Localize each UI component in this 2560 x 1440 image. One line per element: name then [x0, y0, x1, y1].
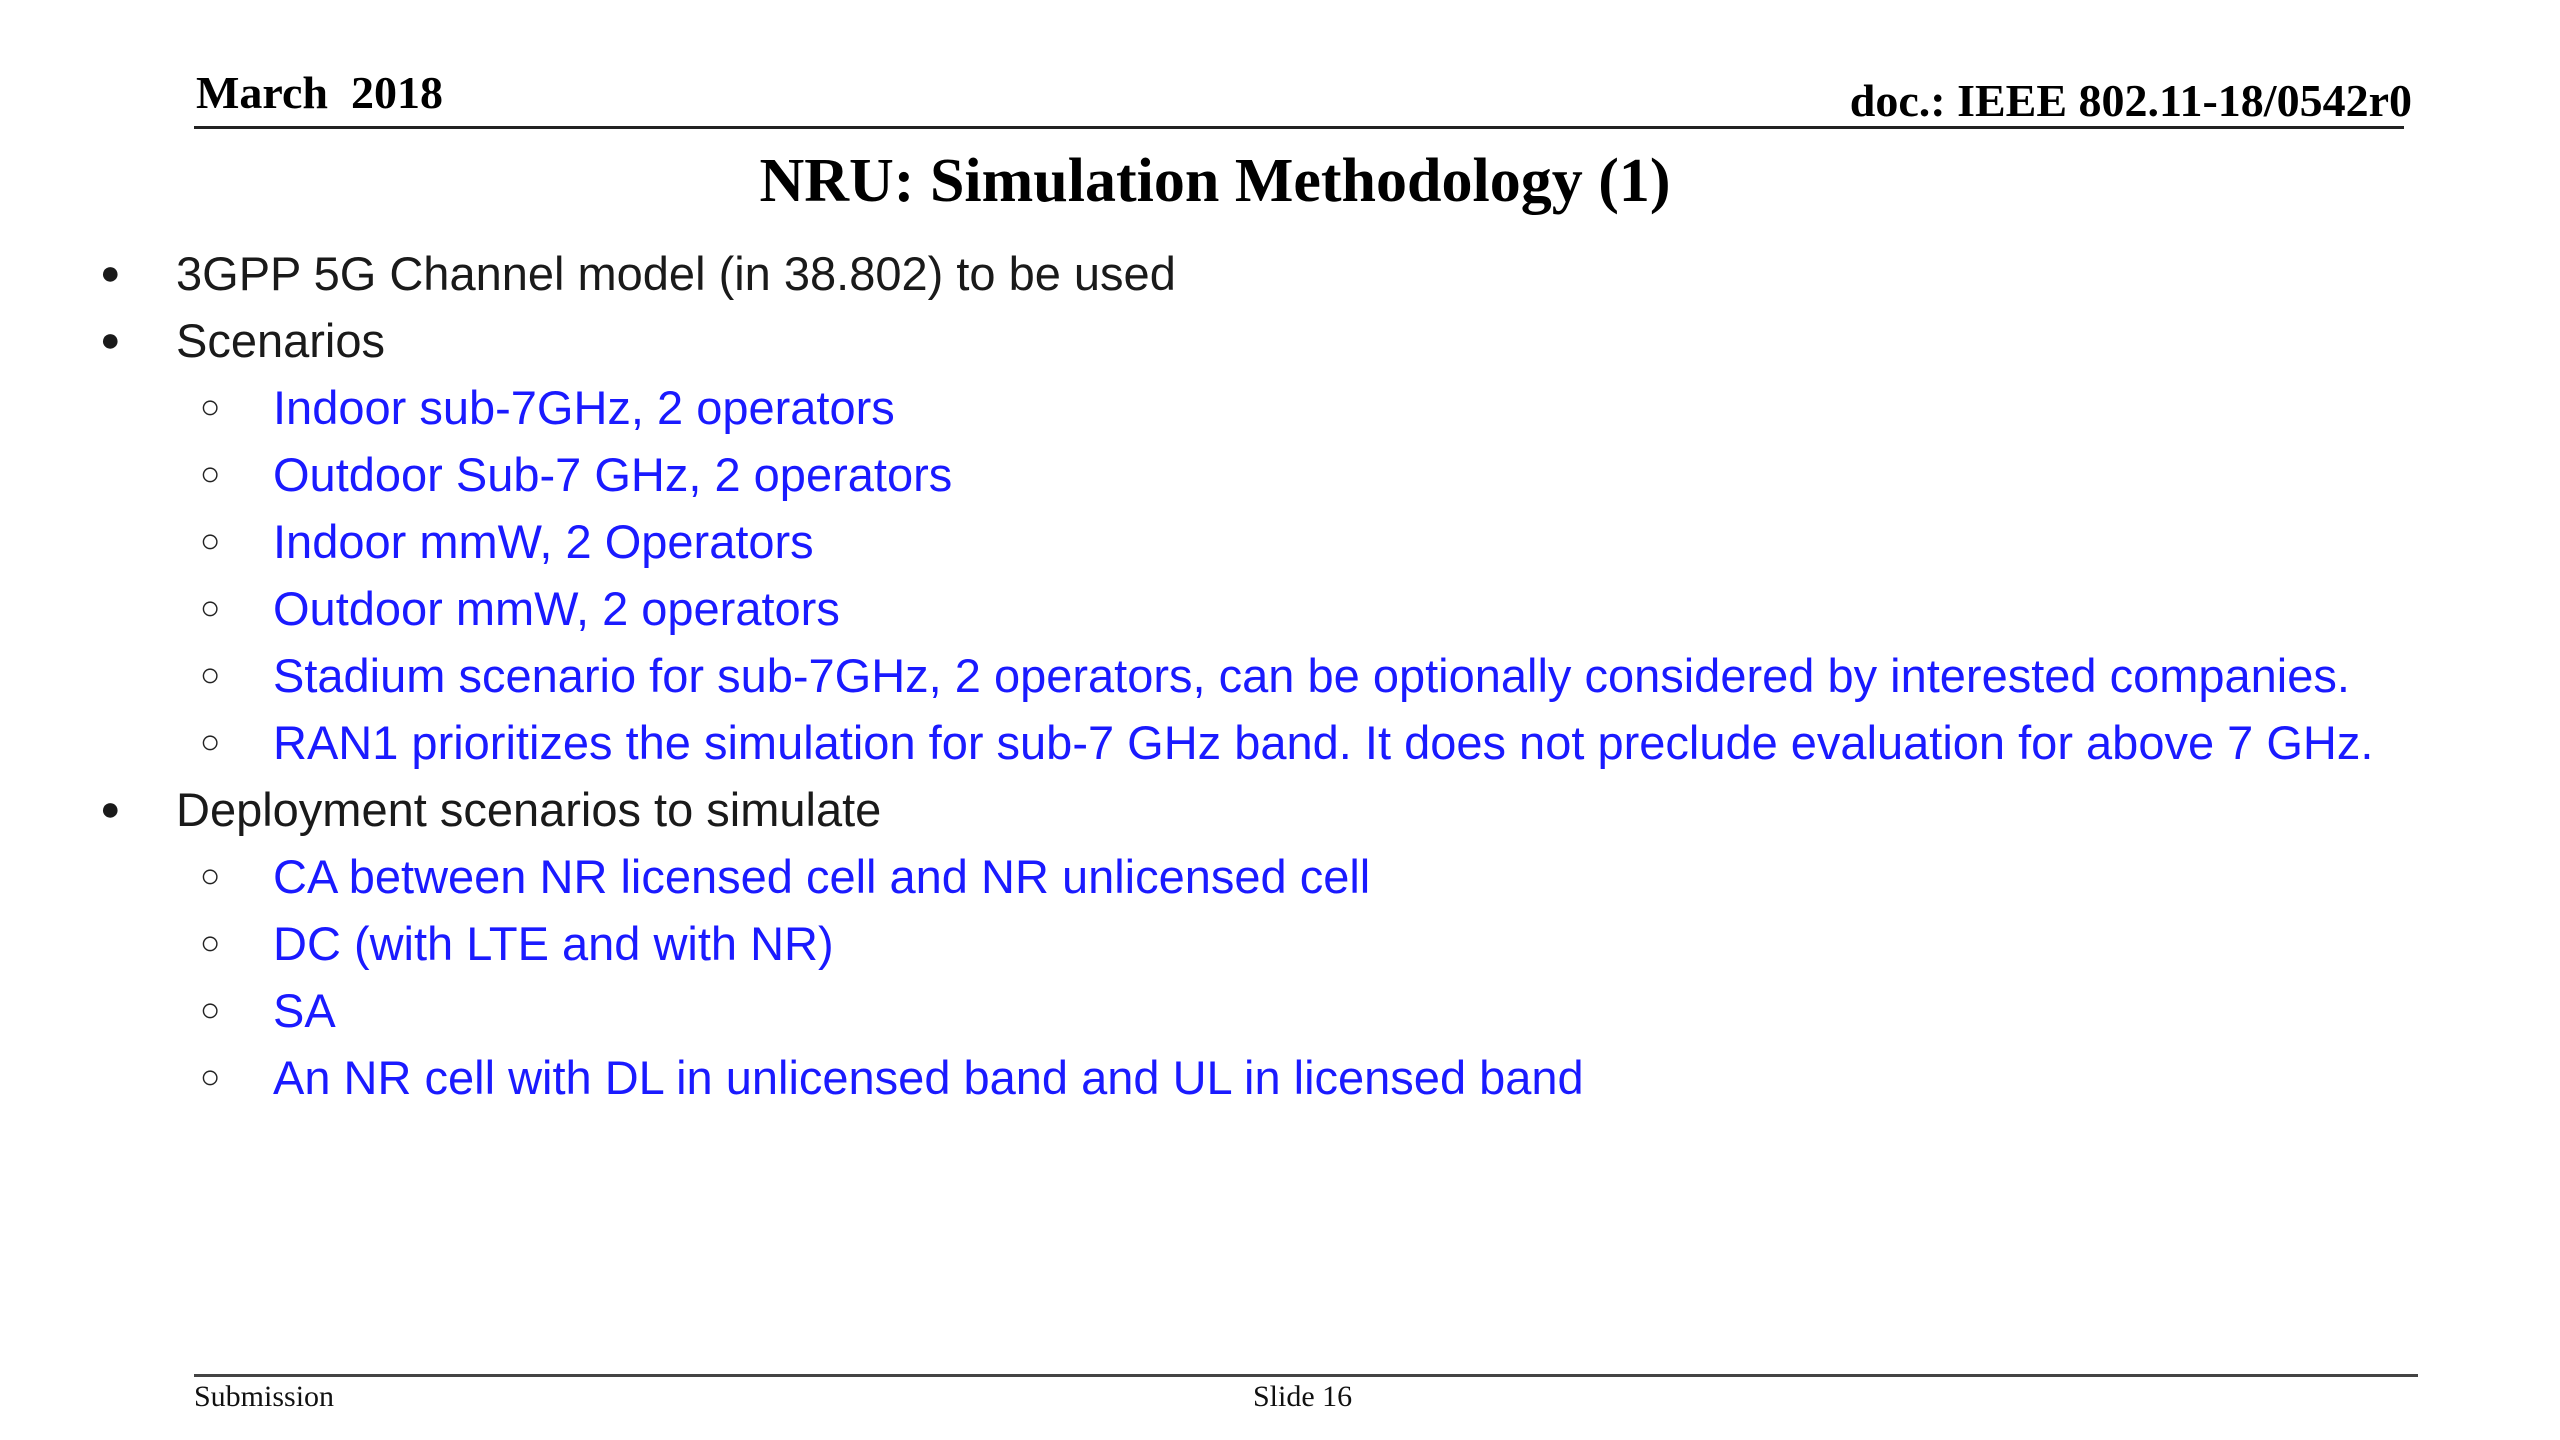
footer-submission: Submission — [194, 1380, 335, 1413]
bullet-item — [0, 776, 2560, 843]
hollow-bullet-icon: ○ — [200, 924, 221, 962]
footer-slide-number: Slide 16 — [1253, 1380, 1353, 1413]
bullet-text: Deployment scenarios to simulate — [176, 783, 882, 836]
bullet-item — [0, 307, 2560, 374]
bullet-text: CA between NR licensed cell and NR unlicensed cell — [273, 850, 1371, 903]
sub-bullet-item — [0, 843, 2560, 910]
sub-bullet-item — [0, 642, 2560, 709]
bullet-text: Indoor mmW, 2 Operators — [273, 515, 814, 568]
footer-divider — [194, 1374, 2418, 1377]
hollow-bullet-icon: ○ — [200, 857, 221, 895]
hollow-bullet-icon: ○ — [200, 455, 221, 493]
sub-bullet-item — [0, 374, 2560, 441]
hollow-bullet-icon: ○ — [200, 522, 221, 560]
bullet-text: RAN1 prioritizes the simulation for sub-7 GHz band. It does not preclude evaluation for above 7 GHz. — [273, 716, 2374, 769]
sub-bullet-item — [0, 441, 2560, 508]
hollow-bullet-icon: ○ — [200, 1058, 221, 1096]
hollow-bullet-icon: ○ — [200, 656, 221, 694]
bullet-text: An NR cell with DL in unlicensed band and UL in licensed band — [273, 1051, 1584, 1104]
bullet-text: Indoor sub-7GHz, 2 operators — [273, 381, 895, 434]
hollow-bullet-icon: ○ — [200, 723, 221, 761]
filled-bullet-icon: ● — [100, 790, 121, 828]
bullet-text: Stadium scenario for sub-7GHz, 2 operators, can be optionally considered by interested companies. — [273, 649, 2350, 702]
bullet-text: DC (with LTE and with NR) — [273, 917, 834, 970]
bullet-item — [0, 240, 2560, 307]
header-date: March 2018 — [196, 67, 444, 118]
hollow-bullet-icon: ○ — [200, 589, 221, 627]
bullet-text: Scenarios — [176, 314, 385, 367]
sub-bullet-item — [0, 709, 2560, 776]
filled-bullet-icon: ● — [100, 321, 121, 359]
filled-bullet-icon: ● — [100, 254, 121, 292]
bullet-text: Outdoor Sub-7 GHz, 2 operators — [273, 448, 953, 501]
slide-title: NRU: Simulation Methodology (1) — [759, 147, 1671, 215]
sub-bullet-item — [0, 910, 2560, 977]
bullet-list — [0, 240, 2560, 1111]
bullet-text: Outdoor mmW, 2 operators — [273, 582, 840, 635]
sub-bullet-item — [0, 977, 2560, 1044]
hollow-bullet-icon: ○ — [200, 991, 221, 1029]
bullet-text: 3GPP 5G Channel model (in 38.802) to be used — [176, 247, 1176, 300]
sub-bullet-item — [0, 575, 2560, 642]
hollow-bullet-icon: ○ — [200, 388, 221, 426]
bullet-text: SA — [273, 984, 336, 1037]
sub-bullet-item — [0, 508, 2560, 575]
header-doc-id: doc.: IEEE 802.11-18/0542r0 — [1849, 75, 2412, 126]
sub-bullet-item — [0, 1044, 2560, 1111]
header-divider — [194, 126, 2404, 129]
